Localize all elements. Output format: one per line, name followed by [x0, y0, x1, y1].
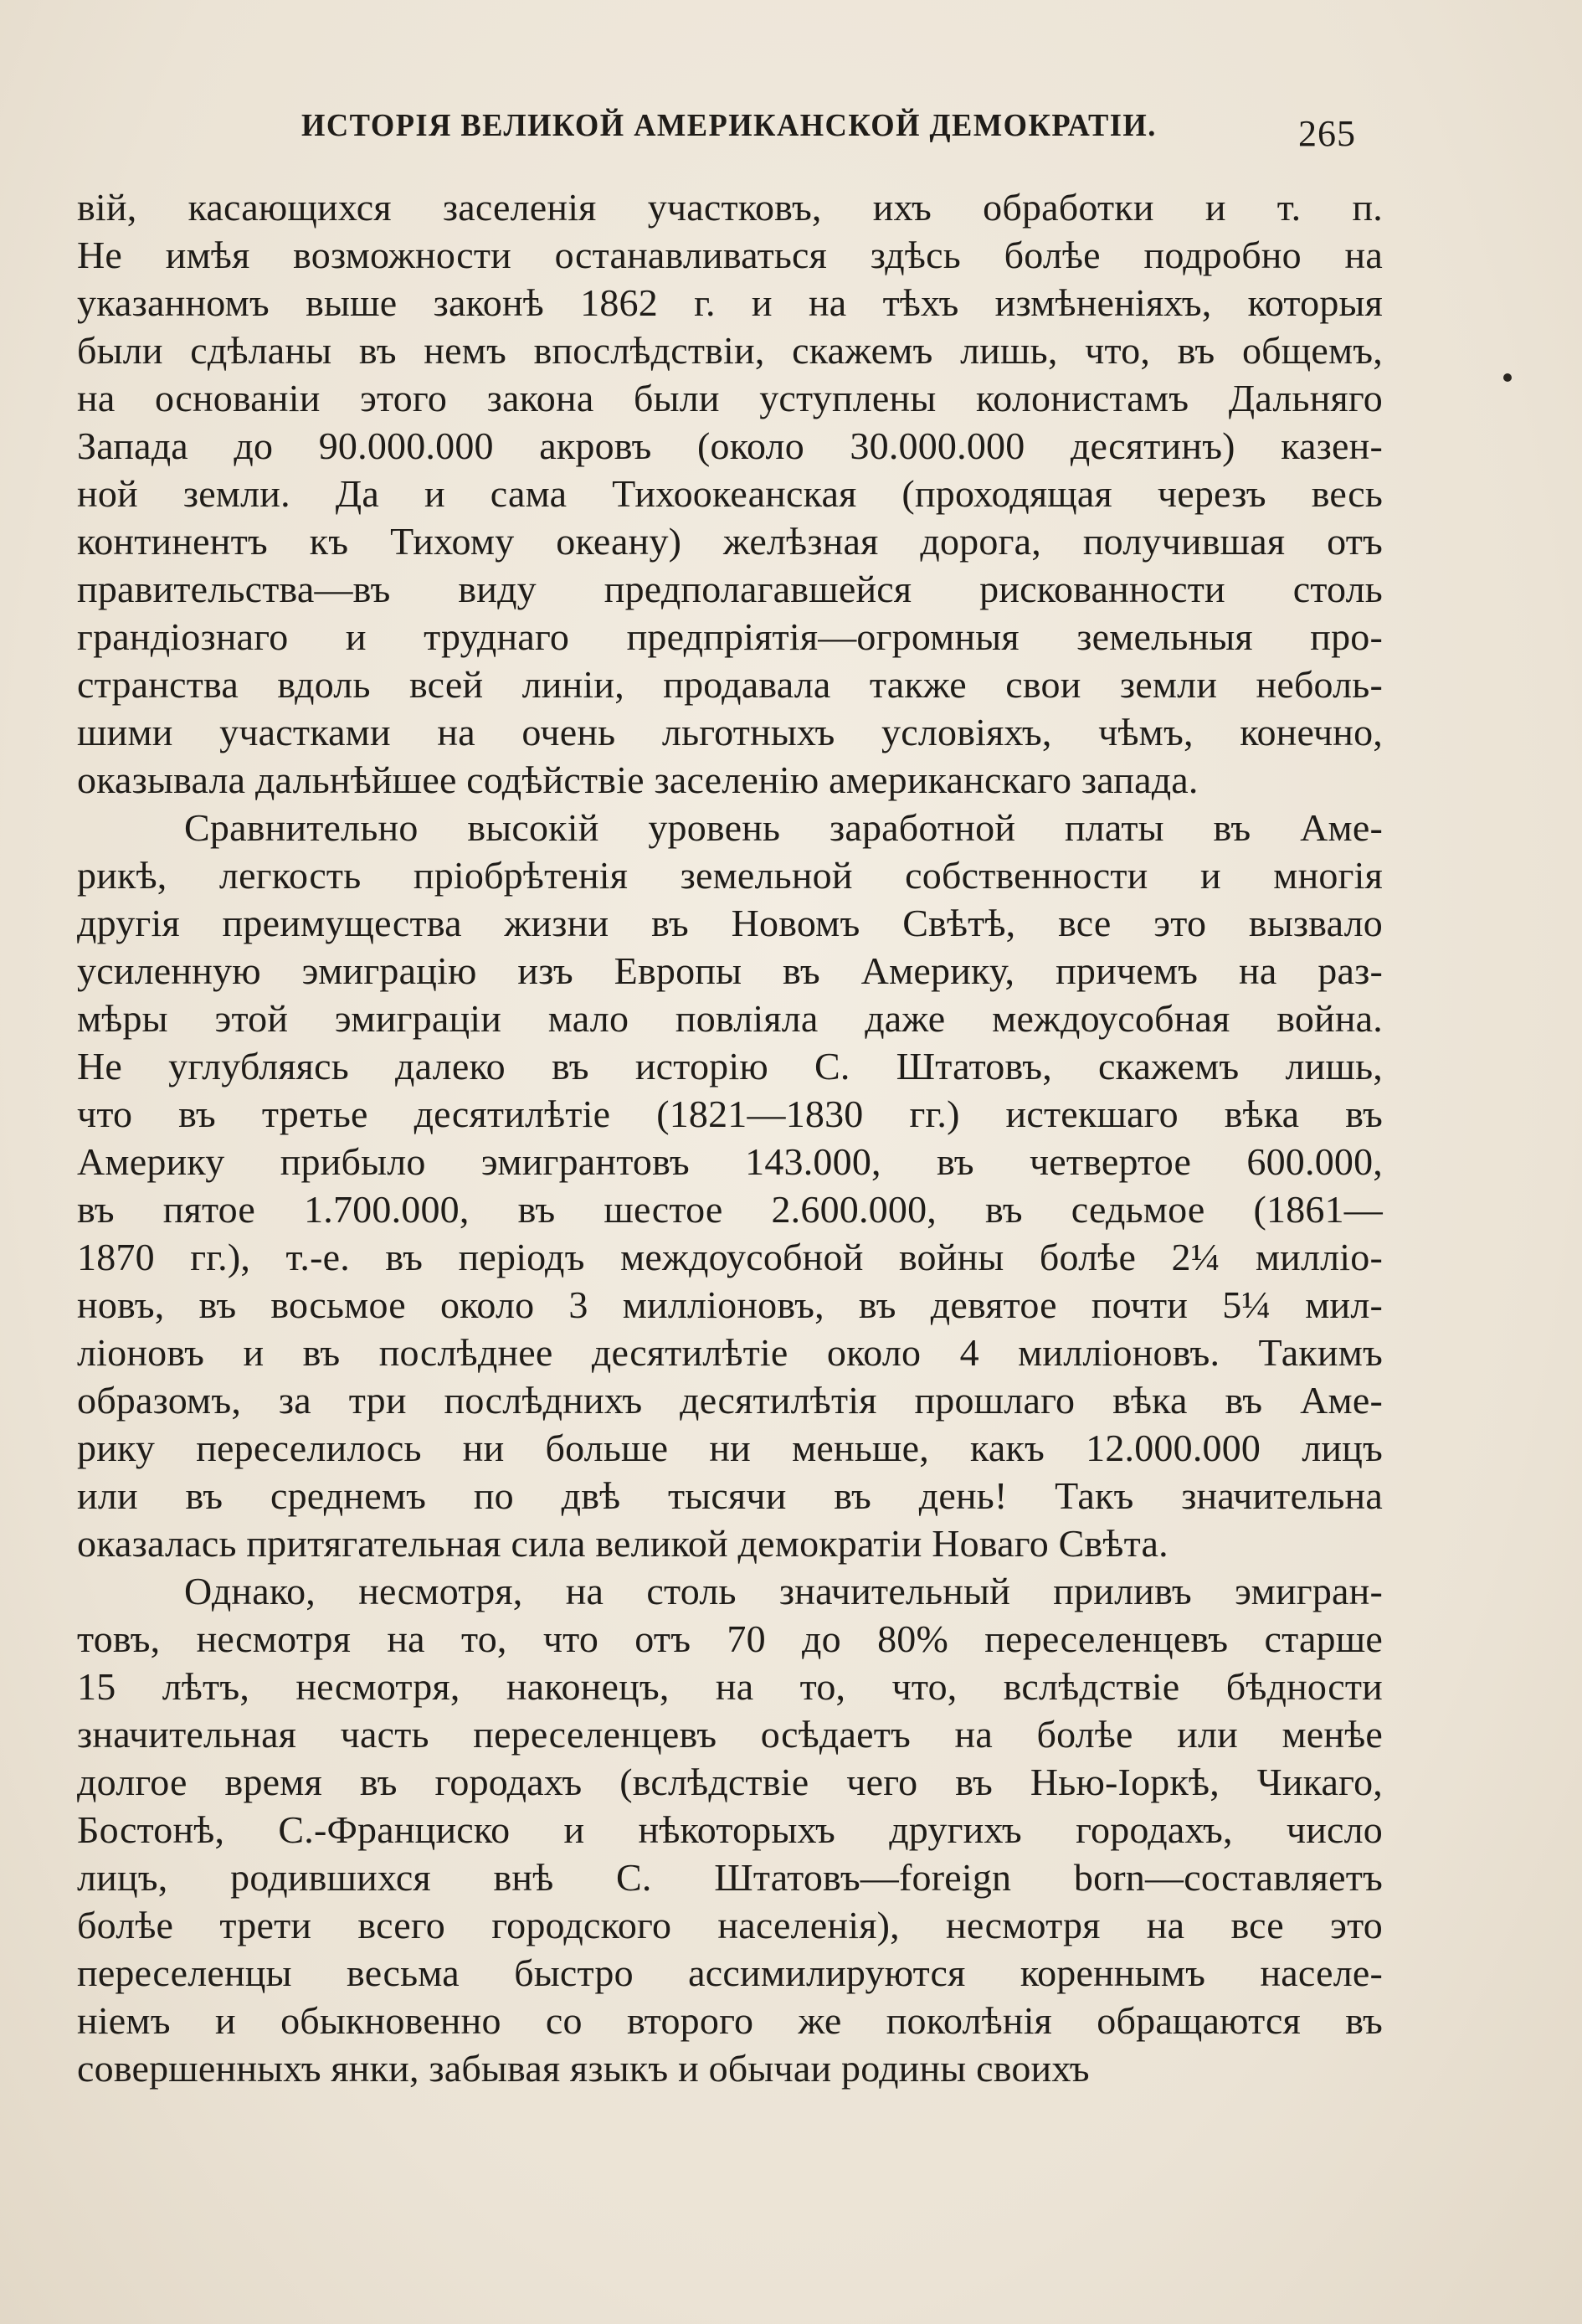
- text-line: 1870 гг.), т.-е. въ періодъ междоусобной войны болѣе 2¼ милліо-: [77, 1236, 1383, 1278]
- text-line: правительства—въ виду предполагавшейся рискованности столь: [77, 568, 1383, 610]
- text-line: указанномъ выше законѣ 1862 г. и на тѣхъ измѣненіяхъ, которыя: [77, 281, 1383, 324]
- text-line: вій, касающихся заселенія участковъ, ихъ обработки и т. п.: [77, 186, 1383, 229]
- running-title: ИСТОРІЯ ВЕЛИКОЙ АМЕРИКАНСКОЙ ДЕМОКРАТІИ.: [301, 108, 1157, 143]
- text-line: усиленную эмиграцію изъ Европы въ Америку, причемъ на раз-: [77, 949, 1383, 992]
- text-line: рику переселилось ни больше ни меньше, какъ 12.000.000 лицъ: [77, 1427, 1383, 1469]
- text-line: образомъ, за три послѣднихъ десятилѣтія прошлаго вѣка въ Аме-: [77, 1379, 1383, 1422]
- text-line: новъ, въ восьмое около 3 милліоновъ, въ девятое почти 5¼ мил-: [77, 1283, 1383, 1326]
- text-line: оказывала дальнѣйшее содѣйствіе заселенію американскаго запада.: [77, 758, 1199, 801]
- text-line: грандіознаго и труднаго предпріятія—огромныя земельныя про-: [77, 615, 1383, 658]
- text-line: долгое время въ городахъ (вслѣдствіе чего въ Нью-Іоркѣ, Чикаго,: [77, 1761, 1383, 1803]
- text-line: мѣры этой эмиграціи мало повліяла даже междоусобная война.: [77, 997, 1383, 1040]
- text-line: шими участками на очень льготныхъ условіяхъ, чѣмъ, конечно,: [77, 711, 1383, 753]
- text-line: Не имѣя возможности останавливаться здѣсь болѣе подробно на: [77, 234, 1383, 276]
- paragraph-start-line: Однако, несмотря, на столь значительный приливъ эмигран-: [184, 1570, 1383, 1612]
- paragraph-start-line: Сравнительно высокій уровень заработной платы въ Аме-: [184, 806, 1383, 849]
- text-line: Бостонѣ, С.-Франциско и нѣкоторыхъ другихъ городахъ, число: [77, 1808, 1383, 1851]
- text-line: континентъ къ Тихому океану) желѣзная дорога, получившая отъ: [77, 520, 1383, 563]
- text-line: рикѣ, легкость пріобрѣтенія земельной собственности и многія: [77, 854, 1383, 897]
- text-line: лицъ, родившихся внѣ С. Штатовъ—foreign born—составляетъ: [77, 1856, 1383, 1899]
- text-line: Не углубляясь далеко въ исторію С. Штатовъ, скажемъ лишь,: [77, 1045, 1383, 1087]
- text-line: что въ третье десятилѣтіе (1821—1830 гг.) истекшаго вѣка въ: [77, 1093, 1383, 1135]
- text-line: на основаніи этого закона были уступлены колонистамъ Дальняго: [77, 377, 1383, 419]
- text-line: Запада до 90.000.000 акровъ (около 30.000.000 десятинъ) казен-: [77, 424, 1383, 467]
- text-line: ліоновъ и въ послѣднее десятилѣтіе около 4 милліоновъ. Такимъ: [77, 1331, 1383, 1374]
- text-line: значительная часть переселенцевъ осѣдаетъ на болѣе или менѣе: [77, 1713, 1383, 1756]
- text-line: Америку прибыло эмигрантовъ 143.000, въ четвертое 600.000,: [77, 1140, 1383, 1183]
- text-line: товъ, несмотря на то, что отъ 70 до 80% переселенцевъ старше: [77, 1617, 1383, 1660]
- page-header: [301, 107, 1356, 157]
- text-line: ніемъ и обыкновенно со второго же поколѣнія обращаются въ: [77, 1999, 1383, 2042]
- text-line: другія преимущества жизни въ Новомъ Свѣтѣ, все это вызвало: [77, 902, 1383, 944]
- text-line: странства вдоль всей линіи, продавала также свои земли неболь-: [77, 663, 1383, 706]
- text-line: оказалась притягательная сила великой демократіи Новаго Свѣта.: [77, 1522, 1169, 1565]
- text-line: или въ среднемъ по двѣ тысячи въ день! Такъ значительна: [77, 1474, 1383, 1517]
- text-line: переселенцы весьма быстро ассимилируются кореннымъ населе-: [77, 1951, 1383, 1994]
- text-line: 15 лѣтъ, несмотря, наконецъ, на то, что, вслѣдствіе бѣдности: [77, 1665, 1383, 1708]
- text-line: въ пятое 1.700.000, въ шестое 2.600.000, въ седьмое (1861—: [77, 1188, 1383, 1231]
- ink-spot: [1503, 373, 1512, 382]
- text-line: ной земли. Да и сама Тихоокеанская (проходящая черезъ весь: [77, 472, 1383, 515]
- page-number: 265: [1298, 113, 1356, 154]
- text-line: совершенныхъ янки, забывая языкъ и обычаи родины своихъ: [77, 2047, 1090, 2090]
- text-line: были сдѣланы въ немъ впослѣдствіи, скажемъ лишь, что, въ общемъ,: [77, 329, 1383, 372]
- text-line: болѣе трети всего городского населенія), несмотря на все это: [77, 1904, 1383, 1946]
